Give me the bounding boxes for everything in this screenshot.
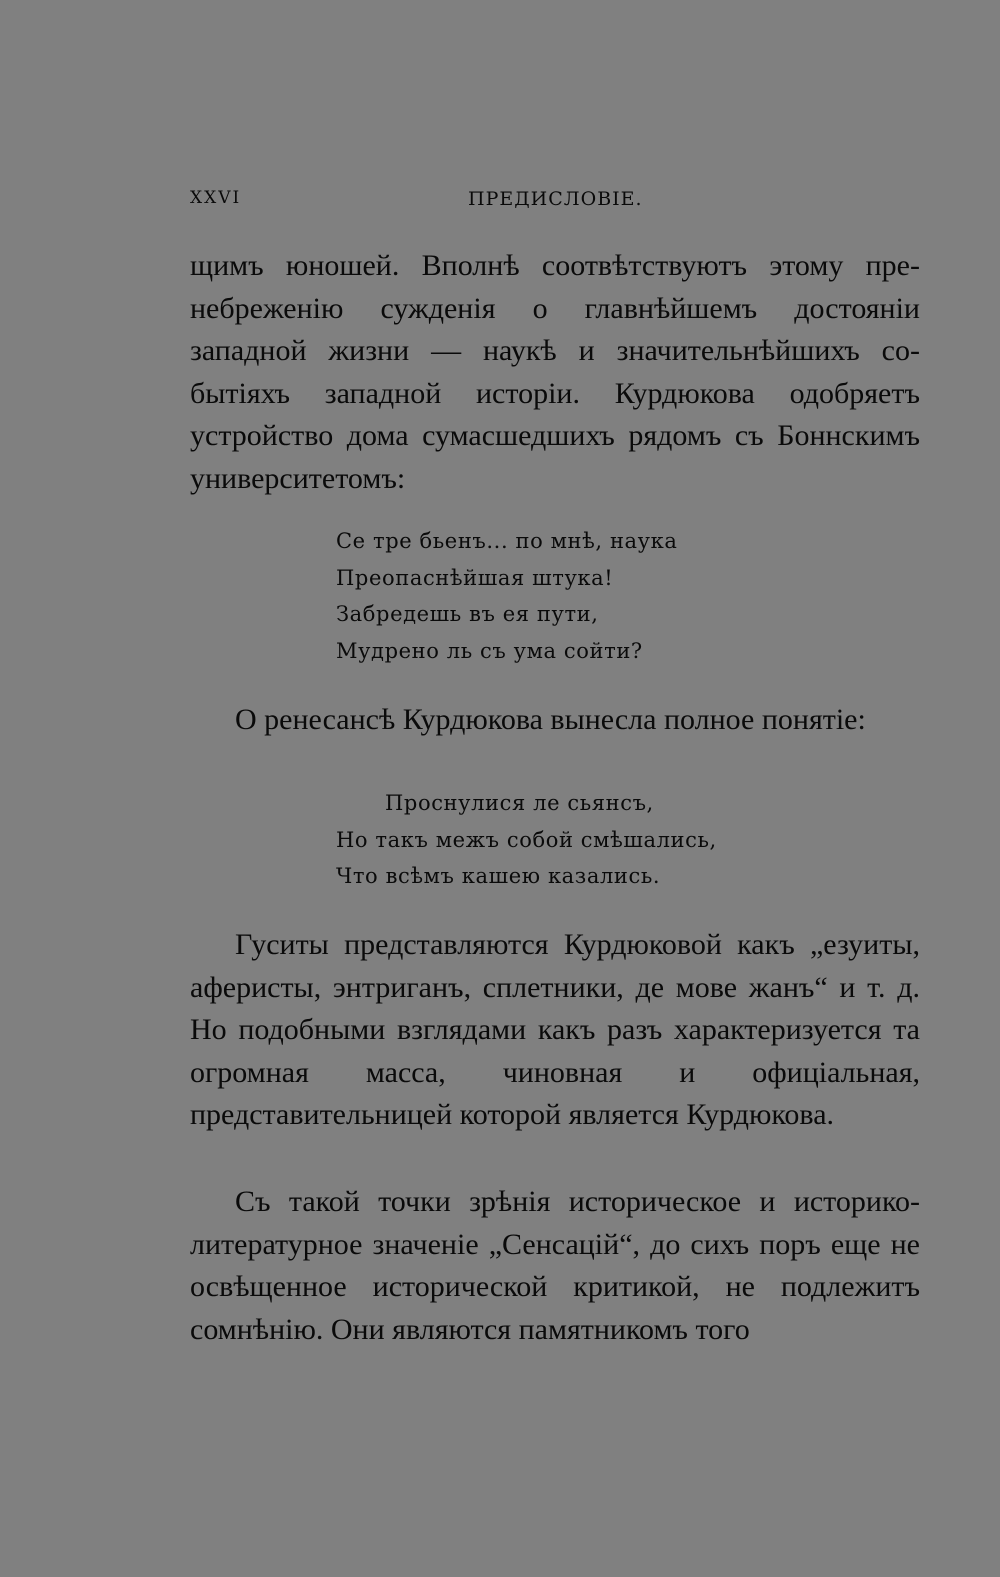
verse-line: Но такъ межъ собой смѣшались, bbox=[336, 827, 717, 852]
verse-quote-renaissance bbox=[336, 785, 717, 895]
paragraph-continued: щимъ юношей. Вполнѣ соотвѣтствуютъ этому пренебреженію сужденія о главнѣйшемъ достояніи западной жизни — наукѣ и значительнѣйшихъ событіяхъ западной исторіи. Курдюкова одобряетъ устройство дома сумасшедшихъ рядомъ съ Боннскимъ университетомъ: bbox=[190, 249, 920, 495]
paragraph-hussites: Гуситы представляются Курдюковой какъ „езуиты, аферисты, энтриганъ, сплетники, де мове жанъ“ и т. д. Но подобными взглядами какъ разъ характеризуется та огромная масса, чиновная и офиціальная, представительницей которой является Курдюкова. bbox=[190, 928, 920, 1131]
verse-line: Мудрено ль съ ума сойти? bbox=[336, 638, 643, 663]
paragraph-significance: Съ такой точки зрѣнія историческое и историко-литературное значеніе „Сенсацій“, до сихъ поръ еще не освѣщенное исторической критикой, не подлежитъ сомнѣнію. Они являются памятникомъ того bbox=[190, 1185, 920, 1346]
verse-line: Забредешь въ ея пути, bbox=[336, 602, 599, 626]
verse-line: Се тре бьенъ... по мнѣ, наука bbox=[336, 529, 678, 553]
running-head bbox=[190, 188, 920, 214]
verse-line: Преопаснѣйшая штука! bbox=[336, 565, 614, 590]
header-title: ПРЕДИСЛОВІЕ. bbox=[468, 188, 643, 210]
page-number: XXVI bbox=[190, 188, 242, 208]
verse-line: Проснулися ле сьянсъ, bbox=[385, 791, 654, 815]
verse-quote-science bbox=[336, 523, 677, 669]
verse-line: Что всѣмъ кашею казались. bbox=[336, 864, 661, 888]
paragraph-renaissance: О ренесансѣ Курдюкова вынесла полное понятіе: bbox=[235, 703, 866, 736]
